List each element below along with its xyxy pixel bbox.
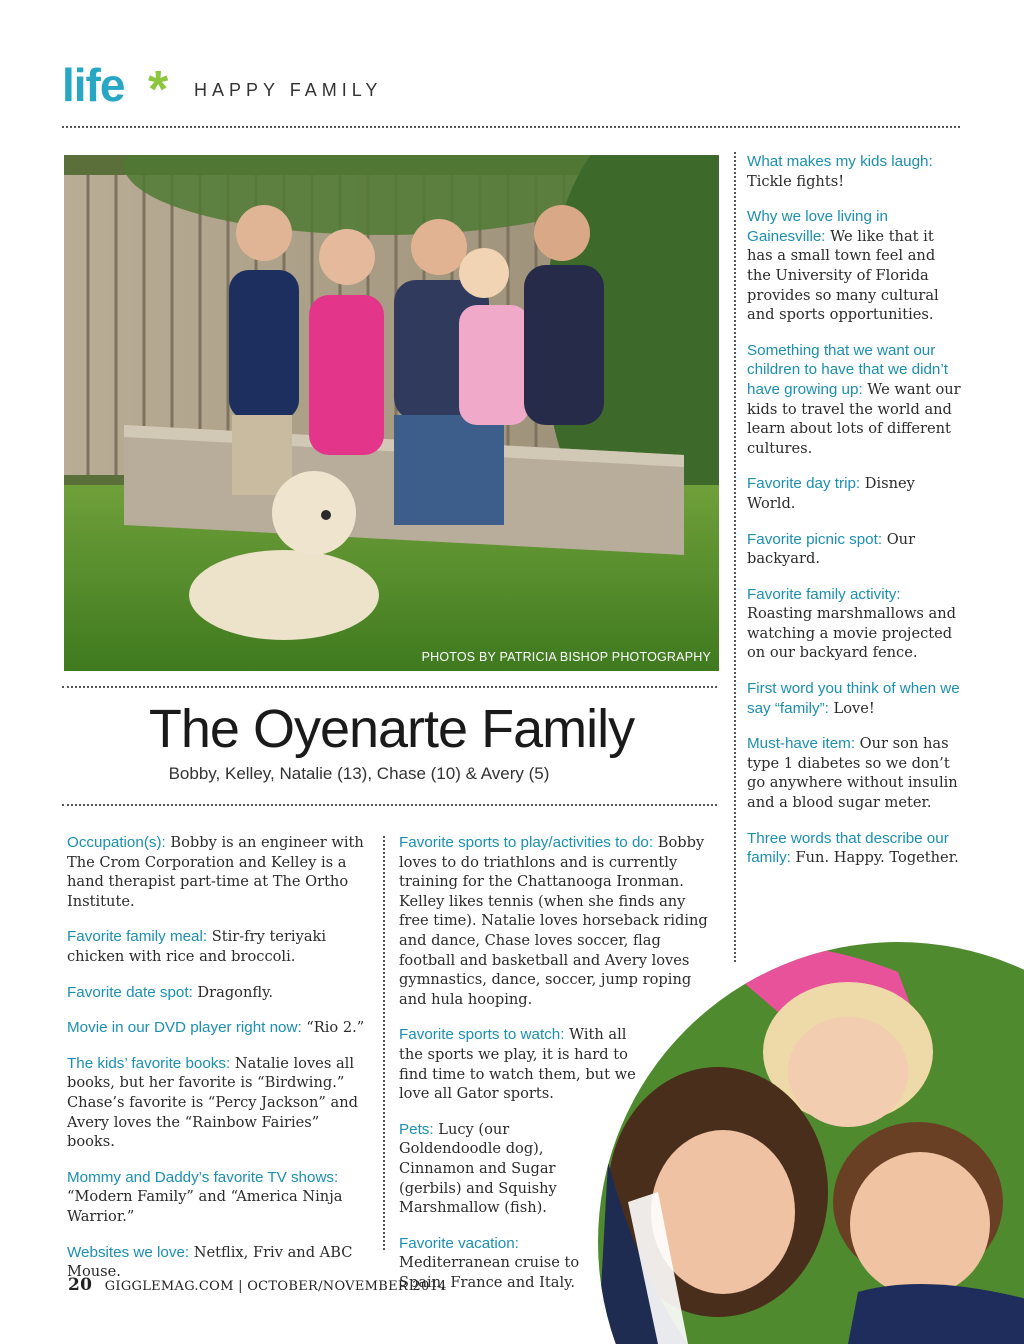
qa-family-meal: Favorite family meal: Stir-fry teriyaki chicken with rice and broccoli.	[67, 928, 327, 965]
kids-circle-photo	[598, 942, 1024, 1344]
middle-column-divider	[383, 836, 385, 1250]
qa-kids-laugh: What makes my kids laugh: Tickle fights!	[747, 153, 933, 190]
asterisk-icon: *	[148, 61, 169, 119]
section-header	[62, 58, 962, 119]
qa-kids-books: The kids’ favorite books: Natalie loves all books, but her favorite is “Birdwing.” Chase’s favorite is “Percy Jackson” and Avery loves the “Rainbow Fairies” books.	[67, 1054, 358, 1151]
qa-vacation: Favorite vacation: Mediterranean cruise to Spain, France and Italy.	[399, 1234, 580, 1291]
qa-sports-watch: Favorite sports to watch: With all the sports we play, it is hard to find time to watch them, but we love all Gator sports.	[399, 1026, 636, 1103]
right-column	[747, 152, 961, 868]
qa-occupation: Occupation(s): Bobby is an engineer with The Crom Corporation and Kelley is a hand therapist part-time at The Ortho Institute.	[67, 834, 364, 910]
qa-picnic-spot: Favorite picnic spot: Our backyard.	[747, 530, 916, 568]
qa-three-words: Three words that describe our family: Fun. Happy. Together.	[747, 829, 959, 867]
qa-day-trip: Favorite day trip: Disney World.	[747, 475, 915, 512]
family-members: Bobby, Kelley, Natalie (13), Chase (10) & Avery (5)	[168, 764, 550, 783]
qa-love-gainesville: Why we love living in Gainesville: We like that it has a small town feel and the University of Florida provides so many cultural and sports opportunities.	[747, 208, 939, 324]
qa-first-word: First word you think of when we say “family”: Love!	[747, 680, 960, 717]
family-photo	[64, 155, 719, 671]
qa-sports-play: Favorite sports to play/activities to do: Bobby loves to do triathlons and is currently training for the Chattanooga Ironman. Kelley likes tennis (when she finds any free time). Natalie loves horseback riding and dance, Chase loves soccer, flag football and basketball and Avery loves gymnastics, dance, soccer, jump roping and hula hooping.	[399, 834, 708, 1008]
family-name-title: The Oyenarte Family	[148, 699, 635, 759]
qa-children-have: Something that we want our children to have that we didn’t have growing up: We want our kids to travel the world and learn about lots of different cultures.	[747, 341, 961, 457]
qa-dvd-movie: Movie in our DVD player right now: “Rio 2.”	[67, 1019, 365, 1037]
right-column-divider	[734, 152, 736, 962]
header-divider	[62, 126, 960, 128]
left-column	[67, 833, 367, 1282]
page-footer	[68, 1275, 447, 1295]
qa-pets: Pets: Lucy (our Goldendoodle dog), Cinnamon and Sugar (gerbils) and Squishy Marshmallow (fish).	[399, 1120, 557, 1217]
page-number: 20	[68, 1275, 93, 1295]
kids-photo-illustration	[598, 942, 1024, 1344]
qa-must-have: Must-have item: Our son has type 1 diabetes so we don’t go anywhere without insulin and a blood sugar meter.	[747, 735, 958, 812]
photo-credit: PHOTOS BY PATRICIA BISHOP PHOTOGRAPHY	[421, 650, 711, 664]
subsection-label: HAPPY FAMILY	[194, 80, 383, 100]
qa-family-activity: Favorite family activity: Roasting marshmallows and watching a movie projected on our backyard fence.	[747, 585, 957, 662]
title-divider-top	[62, 686, 717, 688]
family-photo-illustration	[64, 155, 719, 671]
qa-tv-shows: Mommy and Daddy’s favorite TV shows: “Modern Family” and “America Ninja Warrior.”	[67, 1168, 343, 1225]
section-label: life	[62, 59, 125, 111]
footer-text: GIGGLEMAG.COM | OCTOBER/NOVEMBER 2014	[104, 1279, 447, 1294]
qa-websites: Websites we love: Netflix, Friv and ABC Mouse.	[67, 1243, 353, 1281]
title-divider-bottom	[62, 804, 717, 806]
qa-date-spot: Favorite date spot: Dragonfly.	[67, 983, 274, 1001]
